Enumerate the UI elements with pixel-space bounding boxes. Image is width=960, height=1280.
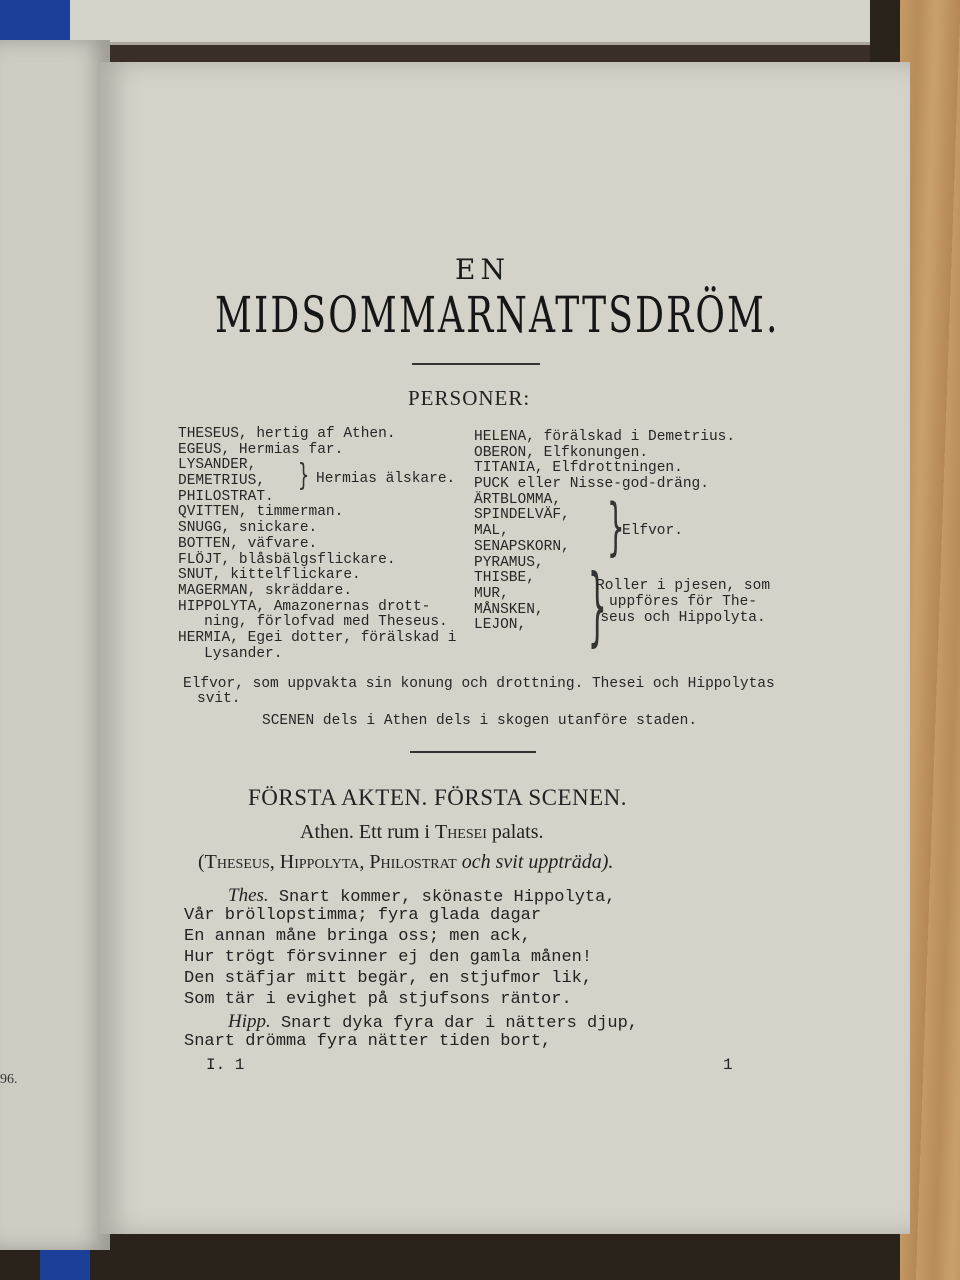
speaker-name: Thes. <box>228 885 269 906</box>
cast-list-left <box>178 427 456 662</box>
location-text: Athen. Ett rum i <box>300 821 435 843</box>
brace-roller: } <box>587 556 607 656</box>
elfvor-note-cont: svit. <box>197 691 241 707</box>
cast-line: MAL, <box>474 523 509 540</box>
title-rule <box>412 363 540 365</box>
cast-line: OBERON, Elfkonungen. <box>474 444 649 461</box>
elfvor-label-text: Elfvor. <box>622 523 683 539</box>
title-main: MIDSOMMARNATTSDRÖM. <box>215 286 780 344</box>
cast-line: SNUT, kittelflickare. <box>178 567 361 584</box>
cast-line: PUCK eller Nisse-god-dräng. <box>474 476 709 493</box>
stage-direction-names: Theseus, Hippolyta, Philostrat <box>204 851 457 873</box>
verse-line: Hur trögt försvinner ej den gamla månen! <box>184 948 593 967</box>
elfvor-note: Elfvor, som uppvakta sin konung och drottning. Thesei och Hippolytas <box>183 676 775 692</box>
verse-line: Den stäfjar mitt begär, en stjufmor lik, <box>184 969 593 988</box>
personer-heading: PERSONER: <box>408 386 531 410</box>
page-number: 1 <box>723 1056 733 1074</box>
left-page <box>0 40 110 1250</box>
cast-line: SPINDELVÄF, <box>474 507 570 524</box>
cast-line: HIPPOLYTA, Amazonernas drott- <box>178 598 431 615</box>
cast-line: Lysander. <box>178 645 283 662</box>
location-name: Thesei <box>434 821 487 843</box>
verse-line: Vår bröllopstimma; fyra glada dagar <box>184 906 542 925</box>
verse-line: En annan måne bringa oss; men ack, <box>184 927 531 946</box>
left-page-number-fragment: 96. <box>0 1072 18 1087</box>
stage-direction <box>198 851 613 874</box>
cast-line: FLÖJT, blåsbälgsflickare. <box>178 551 396 568</box>
cast-line: EGEUS, Hermias far. <box>178 441 344 458</box>
cast-line: MAGERMAN, skräddare. <box>178 582 353 599</box>
cast-line: LYSANDER, <box>178 457 257 474</box>
cast-line: TITANIA, Elfdrottningen. <box>474 460 683 477</box>
cast-line: ning, förlofvad med Theseus. <box>178 614 448 631</box>
verse-line: Som tär i evighet på stjufsons räntor. <box>184 990 572 1009</box>
cast-line: SNUGG, snickare. <box>178 520 318 537</box>
cast-line: SENAPSKORN, <box>474 538 570 555</box>
speaker-name: Hipp. <box>228 1011 271 1032</box>
verse-line <box>228 1011 638 1033</box>
roller-line: seus och Hippolyta. <box>600 610 766 626</box>
cast-line: PHILOSTRAT. <box>178 488 274 505</box>
verse-text: Snart kommer, skönaste Hippolyta, <box>268 888 616 907</box>
cast-line: HELENA, förälskad i Demetrius. <box>474 429 736 445</box>
brace-elfvor: } <box>606 490 625 563</box>
title-prefix: EN <box>455 253 510 286</box>
bookmark-ribbon-bottom <box>40 1250 90 1280</box>
scene-location <box>300 821 544 844</box>
cast-line: BOTTEN, väfvare. <box>178 535 318 552</box>
cast-line: PYRAMUS, <box>474 554 544 571</box>
cast-line: DEMETRIUS, <box>178 473 266 490</box>
cast-line: HERMIA, Egei dotter, förälskad i <box>178 629 457 646</box>
act-heading: FÖRSTA AKTEN. FÖRSTA SCENEN. <box>248 785 628 810</box>
cast-line: MUR, <box>474 585 509 602</box>
verse-line <box>228 885 616 907</box>
verse-text: Snart dyka fyra dar i nätters djup, <box>270 1014 639 1033</box>
cast-line: QVITTEN, timmerman. <box>178 504 344 521</box>
paren: ( <box>198 851 205 873</box>
roller-line: Roller i pjesen, som <box>596 578 771 594</box>
cast-line: MÅNSKEN, <box>474 601 544 618</box>
stage-direction-rest: och svit uppträda). <box>456 851 614 873</box>
roller-line: uppföres för The- <box>609 594 757 610</box>
signature-mark: I. 1 <box>206 1056 245 1074</box>
brace-hermias: } <box>297 458 310 493</box>
scene-setting: SCENEN dels i Athen dels i skogen utanföre staden. <box>262 713 698 729</box>
cast-line: THESEUS, hertig af Athen. <box>178 426 396 442</box>
cast-line: ÄRTBLOMMA, <box>474 491 562 508</box>
top-book-page <box>70 0 870 45</box>
section-rule <box>410 751 536 753</box>
verse-line: Snart drömma fyra nätter tiden bort, <box>184 1032 552 1051</box>
roller-label <box>596 578 770 626</box>
cast-line: LEJON, <box>474 617 527 634</box>
location-text-end: palats. <box>486 821 544 843</box>
hermias-group-label: Hermias älskare. <box>316 471 456 487</box>
cast-line: THISBE, <box>474 570 535 587</box>
elfvor-label <box>622 523 683 539</box>
